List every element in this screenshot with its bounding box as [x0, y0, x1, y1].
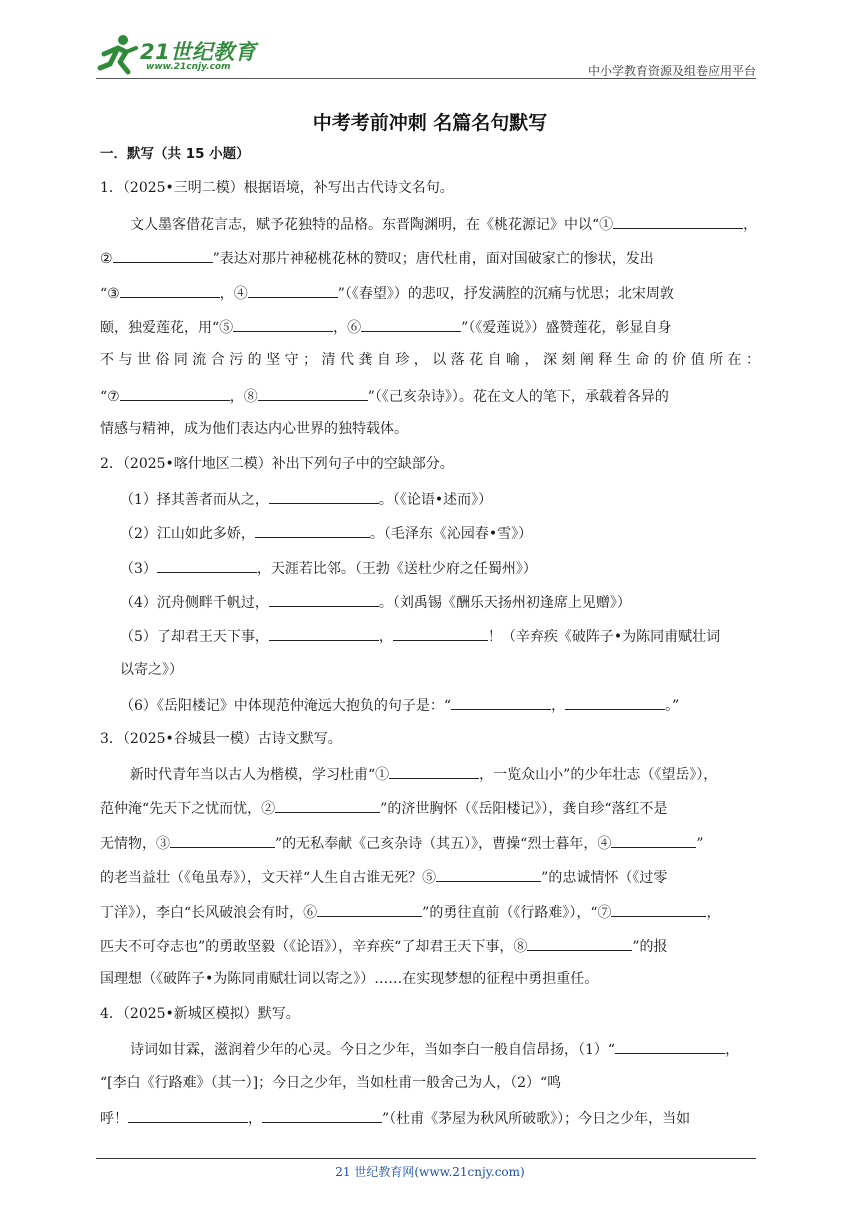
- line-text: ”的济世胸怀（《岳阳楼记》），龚自珍“落红不是: [380, 801, 668, 818]
- line-text: 。”: [665, 698, 680, 715]
- line-text: ”的忠诚情怀（《过零: [541, 870, 668, 887]
- text-line: [100, 387, 760, 403]
- text-line: [100, 1075, 760, 1091]
- line-text: 的老当益壮（《龟虽寿》），文天祥“人生自古谁无死？⑤: [100, 870, 437, 887]
- page-footer: 21 世纪教育网(www.21cnjy.com): [335, 1165, 525, 1179]
- text-line: [100, 696, 760, 715]
- line-text: 2．（2025•喀什地区二模）补出下列句子中的空缺部分。: [100, 455, 454, 472]
- line-text: 颐，独爱莲花，用“⑤: [100, 319, 234, 336]
- answer-blank[interactable]: [269, 593, 379, 607]
- text-line: [100, 215, 760, 231]
- text-line: [100, 421, 760, 437]
- text-line: [100, 834, 760, 850]
- text-line: [100, 180, 760, 196]
- line-text: ，⑥: [333, 319, 362, 336]
- line-text: ，: [248, 1110, 262, 1127]
- platform-name: 中小学教育资源及组卷应用平台: [587, 64, 756, 78]
- page-header: [96, 30, 756, 80]
- footer-divider: [96, 1158, 756, 1159]
- text-line: [100, 284, 760, 300]
- answer-blank[interactable]: [615, 1040, 725, 1054]
- answer-blank[interactable]: [120, 387, 230, 401]
- answer-blank[interactable]: [613, 215, 743, 229]
- answer-blank[interactable]: [611, 834, 696, 848]
- answer-blank[interactable]: [275, 799, 380, 813]
- runner-logo-icon: [96, 32, 140, 78]
- answer-blank[interactable]: [527, 937, 632, 951]
- line-text: 丁洋》），李白“长风破浪会有时，⑥: [100, 904, 318, 921]
- line-text: 无情物，③: [100, 835, 170, 852]
- line-text: 1．（2025•三明二模）根据语境，补写出古代诗文名句。: [100, 180, 454, 197]
- line-text: ，: [743, 216, 758, 233]
- answer-blank[interactable]: [120, 284, 220, 298]
- line-text: ，一览众山小”的少年壮志（《望岳》），: [479, 767, 718, 784]
- line-text: 。（刘禹锡《酬乐天扬州初逢席上见赠》）: [378, 595, 631, 612]
- answer-blank[interactable]: [451, 696, 551, 710]
- text-line: [100, 662, 760, 678]
- logo: [96, 30, 266, 80]
- line-text: ！（辛弃疾《破阵子•为陈同甫赋壮词: [487, 629, 721, 646]
- answer-blank[interactable]: [255, 524, 370, 538]
- text-line: [100, 731, 760, 747]
- line-text: （4）沉舟侧畔千帆过，: [120, 595, 269, 612]
- line-text: “③: [100, 285, 120, 302]
- text-line: [100, 249, 760, 268]
- answer-blank[interactable]: [611, 903, 706, 917]
- answer-blank[interactable]: [389, 765, 479, 779]
- text-line: [100, 1109, 760, 1125]
- line-text: 不与世俗同流合污的坚守；清代龚自珍，以落花自喻，深刻阐释生命的价值所在：: [100, 352, 760, 369]
- line-text: ，⑧: [229, 388, 258, 405]
- line-text: ”（《春望》）的悲叹，抒发满腔的沉痛与忧思；北宋周敦: [337, 285, 674, 302]
- answer-blank[interactable]: [565, 696, 665, 710]
- text-line: [100, 765, 760, 784]
- line-text: （3）: [120, 560, 157, 577]
- line-text: 3．（2025•谷城县一模）古诗文默写。: [100, 730, 342, 747]
- line-text: ，④: [219, 285, 248, 302]
- section-heading: 一．默写（共 15 小题）: [100, 146, 250, 162]
- text-line: [100, 1006, 760, 1022]
- answer-blank[interactable]: [269, 627, 379, 641]
- line-text: 诗词如甘霖，滋润着少年的心灵。今日之少年，当如李白一般自信昂扬，（1）“: [130, 1042, 616, 1059]
- line-text: 。（毛泽东《沁园春•雪》）: [369, 526, 533, 543]
- line-text: ”表达对那片神秘桃花林的赞叹；唐代杜甫，面对国破家亡的惨状，发出: [212, 251, 654, 268]
- text-line: [100, 627, 760, 646]
- text-line: [100, 593, 760, 612]
- line-text: ”: [696, 835, 704, 852]
- line-text: ”的勇往直前（《行路难》），“⑦: [422, 904, 612, 921]
- line-text: ，: [706, 904, 721, 921]
- line-text: 4．（2025•新城区模拟）默写。: [100, 1005, 300, 1022]
- answer-blank[interactable]: [248, 284, 338, 298]
- text-line: [100, 868, 760, 887]
- logo-text: 21世纪教育: [140, 40, 257, 64]
- line-text: 情感与精神，成为他们表达内心世界的独特载体。: [100, 421, 408, 438]
- answer-blank[interactable]: [269, 490, 379, 504]
- line-text: ”（《爱莲说》）盛赞莲花，彰显自身: [461, 319, 672, 336]
- line-text: 文人墨客借花言志，赋予花独特的品格。东晋陶渊明，在《桃花源记》中以“①: [130, 216, 614, 233]
- line-text: 匹夫不可夺志也”的勇敢坚毅（《论语》），辛弃疾“了却君王天下事，⑧: [100, 938, 528, 955]
- text-line: [100, 1040, 760, 1059]
- line-text: （5）了却君王天下事，: [120, 629, 269, 646]
- text-line: [100, 524, 760, 543]
- answer-blank[interactable]: [436, 868, 541, 882]
- line-text: 以寄之》）: [120, 661, 183, 678]
- line-text: ”（杜甫《茅屋为秋风所破歌》）；今日之少年，当如: [382, 1110, 691, 1127]
- line-text: （1）择其善者而从之，: [120, 491, 269, 508]
- answer-blank[interactable]: [317, 903, 422, 917]
- page-title: 中考考前冲刺 名篇名句默写: [312, 112, 548, 134]
- text-line: [100, 490, 760, 506]
- answer-blank[interactable]: [361, 318, 461, 332]
- line-text: “⑦: [100, 388, 120, 405]
- line-text: （6）《岳阳楼记》中体现范仲淹远大抱负的句子是：“: [120, 698, 452, 715]
- answer-blank[interactable]: [128, 1109, 248, 1123]
- line-text: ②: [100, 251, 113, 268]
- answer-blank[interactable]: [233, 318, 333, 332]
- text-line: [100, 318, 760, 334]
- text-line: [100, 559, 760, 575]
- answer-blank[interactable]: [157, 559, 257, 573]
- line-text: ”的报: [632, 938, 668, 955]
- line-text: “[李白《行路难》（其一）]；今日之少年，当如杜甫一般舍己为人，（2）“鸣: [100, 1074, 562, 1091]
- question-lines: [100, 180, 760, 1125]
- line-text: ，: [725, 1042, 740, 1059]
- text-line: [100, 799, 760, 818]
- logo-url: www.21cnjy.com: [146, 62, 231, 72]
- document-body: [100, 146, 760, 1143]
- text-line: [100, 903, 760, 919]
- line-text: ，: [378, 629, 393, 646]
- text-line: [100, 456, 760, 472]
- line-text: ，: [551, 698, 566, 715]
- line-text: ”的无私奉献《己亥杂诗（其五）》，曹操“烈士暮年，④: [275, 835, 612, 852]
- line-text: （2）江山如此多娇，: [120, 526, 255, 543]
- answer-blank[interactable]: [258, 387, 368, 401]
- header-divider: [96, 78, 756, 79]
- line-text: 范仲淹“先天下之忧而忧，②: [100, 801, 276, 818]
- line-text: ，天涯若比邻。（王勃《送杜少府之任蜀州》）: [256, 560, 537, 577]
- line-text: 新时代青年当以古人为楷模，学习杜甫“①: [130, 767, 390, 784]
- text-line: [100, 937, 760, 953]
- text-line: [100, 971, 760, 987]
- line-text: ”（《己亥杂诗》）。花在文人的笔下，承载着各异的: [367, 388, 669, 405]
- answer-blank[interactable]: [262, 1109, 382, 1123]
- line-text: 。（《论语•述而》）: [378, 491, 493, 508]
- answer-blank[interactable]: [170, 834, 275, 848]
- answer-blank[interactable]: [393, 627, 488, 641]
- answer-blank[interactable]: [113, 249, 213, 263]
- line-text: 呼！: [100, 1110, 128, 1127]
- text-line: [100, 352, 760, 368]
- line-text: 国理想（《破阵子•为陈同甫赋壮词以寄之》）……在实现梦想的征程中勇担重任。: [100, 971, 599, 988]
